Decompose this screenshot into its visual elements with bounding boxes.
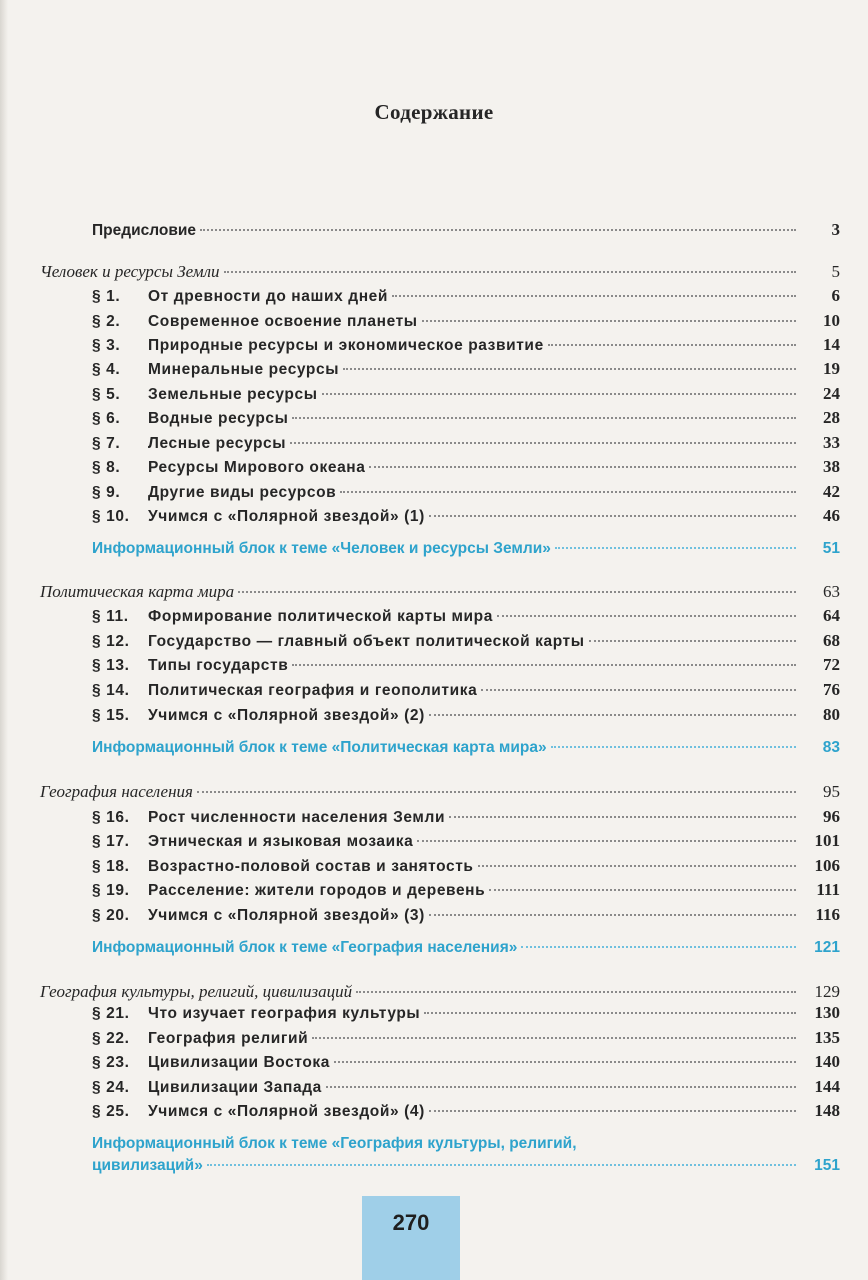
paragraph-label: Государство — главный объект политической карты [148,633,585,650]
paragraph-number: § 5. [92,386,121,403]
paragraph-label: От древности до наших дней [148,288,389,305]
paragraph-number: § 23. [92,1054,130,1071]
leader-dots [392,295,796,297]
paragraph-label: Цивилизации Востока [148,1054,331,1071]
toc-row-info-block[interactable] [92,1133,840,1177]
paragraph-label: Ресурсы Мирового океана [148,459,366,476]
toc-row-paragraph[interactable] [92,605,840,627]
info-block-label: Информационный блок к теме «География населения» [92,939,518,956]
paragraph-label: Современное освоение планеты [148,313,418,330]
leader-dots [200,229,796,231]
leader-dots [312,1037,796,1039]
info-block-label: Информационный блок к теме «Человек и ресурсы Земли» [92,540,551,557]
leader-dots [340,491,796,493]
toc-page-number: 151 [814,1157,840,1174]
toc-row-info-block[interactable] [92,737,840,759]
toc-section-heading[interactable] [40,781,840,803]
leader-dots [207,1164,796,1166]
paragraph-number: § 7. [92,435,121,452]
paragraph-label: Природные ресурсы и экономическое развитие [148,337,544,354]
toc-page-number: 144 [814,1077,840,1096]
toc-page-number: 28 [823,408,840,427]
toc-row-paragraph[interactable] [92,358,840,380]
toc-row-paragraph[interactable] [92,654,840,676]
toc-page-number: 116 [815,905,840,924]
paragraph-label: Водные ресурсы [148,410,289,427]
toc-page-number: 24 [823,384,840,403]
paragraph-number: § 19. [92,882,130,899]
leader-dots [497,615,796,617]
section-label: География населения [40,782,193,801]
leader-dots [417,840,796,842]
paragraph-number: § 2. [92,313,121,330]
leader-dots [322,393,796,395]
section-label: Политическая карта мира [40,582,235,601]
paragraph-number: § 14. [92,682,130,699]
paragraph-number: § 13. [92,657,130,674]
paragraph-number: § 21. [92,1005,130,1022]
paragraph-number: § 22. [92,1030,130,1047]
toc-row-paragraph[interactable] [92,432,840,454]
paragraph-label: Типы государств [148,657,289,674]
paragraph-number: § 11. [92,608,129,625]
toc-section-heading[interactable] [40,581,840,603]
toc-page-number: 129 [814,982,840,1001]
toc-page-number: 51 [822,540,840,557]
paragraph-label: Этническая и языковая мозаика [148,833,414,850]
leader-dots [478,865,796,867]
toc-row-preface[interactable] [92,219,840,241]
paragraph-number: § 8. [92,459,121,476]
paragraph-label: Земельные ресурсы [148,386,318,403]
paragraph-number: § 15. [92,707,130,724]
toc-row-paragraph[interactable] [92,855,840,877]
paragraph-number: § 25. [92,1103,130,1120]
toc-row-info-block[interactable] [92,538,840,560]
leader-dots [429,515,796,517]
leader-dots [197,791,796,793]
leader-dots [424,1012,796,1014]
toc-row-paragraph[interactable] [92,285,840,307]
toc-page-number: 72 [823,655,840,674]
toc-row-paragraph[interactable] [92,879,840,901]
paragraph-label: Политическая география и геополитика [148,682,478,699]
toc-section-heading[interactable] [40,261,840,283]
toc-row-paragraph[interactable] [92,704,840,726]
paragraph-number: § 16. [92,809,130,826]
toc-page-number: 6 [831,286,840,305]
toc-label: Предисловие [92,222,197,239]
toc-page-number: 121 [814,939,840,956]
toc-row-paragraph[interactable] [92,1051,840,1073]
paragraph-label: Формирование политической карты мира [148,608,493,625]
leader-dots [343,368,796,370]
leader-dots [521,946,796,948]
paragraph-label: Учимся с «Полярной звездой» (3) [148,907,425,924]
toc-page-number: 76 [823,680,840,699]
leader-dots [551,746,796,748]
toc-page-number: 38 [823,457,840,476]
paragraph-number: § 17. [92,833,130,850]
paragraph-label: Лесные ресурсы [148,435,287,452]
leader-dots [326,1086,796,1088]
paragraph-label: Учимся с «Полярной звездой» (2) [148,707,425,724]
info-block-label-continued: цивилизаций» [92,1157,203,1174]
toc-row-paragraph[interactable] [92,1027,840,1049]
paragraph-label: Учимся с «Полярной звездой» (1) [148,508,425,525]
toc-page-number: 10 [823,311,840,330]
leader-dots [429,1110,796,1112]
section-label: География культуры, религий, цивилизаций [40,982,353,1001]
toc-section-heading[interactable] [40,981,840,1003]
paragraph-label: География религий [148,1030,309,1047]
toc-page-number: 101 [814,831,840,850]
paragraph-label: Минеральные ресурсы [148,361,340,378]
paragraph-number: § 6. [92,410,121,427]
toc-page-number: 95 [823,782,840,801]
toc-page-number: 3 [831,220,840,239]
toc-row-paragraph[interactable] [92,830,840,852]
leader-dots [555,547,796,549]
toc-row-paragraph[interactable] [92,456,840,478]
toc-row-paragraph[interactable] [92,407,840,429]
toc-page-number: 63 [823,582,840,601]
toc-row-paragraph[interactable] [92,1076,840,1098]
paragraph-label: Учимся с «Полярной звездой» (4) [148,1103,425,1120]
info-block-label: Информационный блок к теме «Политическая карта мира» [92,739,547,756]
page-title: Содержание [374,100,494,124]
leader-dots [589,640,796,642]
toc-page-number: 68 [823,631,840,650]
toc-row-paragraph[interactable] [92,1002,840,1024]
toc-page-number: 14 [823,335,840,354]
toc-row-paragraph[interactable] [92,679,840,701]
leader-dots [292,417,796,419]
paragraph-number: § 24. [92,1079,130,1096]
section-label: Человек и ресурсы Земли [40,262,220,281]
toc-row-paragraph[interactable] [92,310,840,332]
paragraph-number: § 18. [92,858,130,875]
page-number-box [362,1196,460,1280]
toc-page-number: 64 [823,606,840,625]
paragraph-label: Другие виды ресурсов [148,484,337,501]
toc-page-number: 135 [814,1028,840,1047]
toc-page-number: 106 [814,856,840,875]
paragraph-label: Что изучает география культуры [148,1005,421,1022]
paragraph-label: Рост численности населения Земли [148,809,446,826]
toc-page-number: 80 [823,705,840,724]
leader-dots [548,344,796,346]
toc-page-number: 83 [822,739,840,756]
paragraph-label: Расселение: жители городов и деревень [148,882,486,899]
toc-page-number: 42 [823,482,840,501]
paragraph-number: § 12. [92,633,130,650]
toc-row-paragraph[interactable] [92,904,840,926]
paragraph-number: § 1. [92,288,121,305]
paragraph-number: § 10. [92,508,130,525]
leader-dots [334,1061,796,1063]
toc-row-paragraph[interactable] [92,481,840,503]
toc-row-paragraph[interactable] [92,630,840,652]
leader-dots [429,914,796,916]
leader-dots [224,271,796,273]
paragraph-number: § 9. [92,484,121,501]
leader-dots [481,689,796,691]
toc-page-number: 46 [823,506,840,525]
leader-dots [292,664,796,666]
toc-page-number: 33 [823,433,840,452]
paragraph-label: Возрастно-половой состав и занятость [148,858,474,875]
leader-dots [429,714,796,716]
info-block-label: Информационный блок к теме «География культуры, религий, [92,1135,577,1152]
leader-dots [369,466,796,468]
paragraph-number: § 20. [92,907,130,924]
leader-dots [422,320,796,322]
page-number: 270 [392,1210,430,1235]
paragraph-label: Цивилизации Запада [148,1079,322,1096]
toc-page-number: 5 [831,262,840,281]
toc-page-number: 140 [814,1052,840,1071]
leader-dots [356,991,796,993]
toc-row-info-block[interactable] [92,937,840,959]
leader-dots [489,889,796,891]
toc-page-number: 19 [823,359,840,378]
toc-page-number: 130 [814,1003,840,1022]
leader-dots [449,816,796,818]
toc-row-paragraph[interactable] [92,806,840,828]
leader-dots [290,442,796,444]
leader-dots [238,591,796,593]
toc-page-number: 111 [816,880,840,899]
paragraph-number: § 3. [92,337,121,354]
toc-page-number: 148 [814,1101,840,1120]
toc-page-number: 96 [823,807,840,826]
page-edge-shadow [0,0,8,1280]
toc-row-paragraph[interactable] [92,383,840,405]
paragraph-number: § 4. [92,361,121,378]
toc-row-paragraph[interactable] [92,505,840,527]
toc-row-paragraph[interactable] [92,334,840,356]
toc-row-paragraph[interactable] [92,1100,840,1122]
